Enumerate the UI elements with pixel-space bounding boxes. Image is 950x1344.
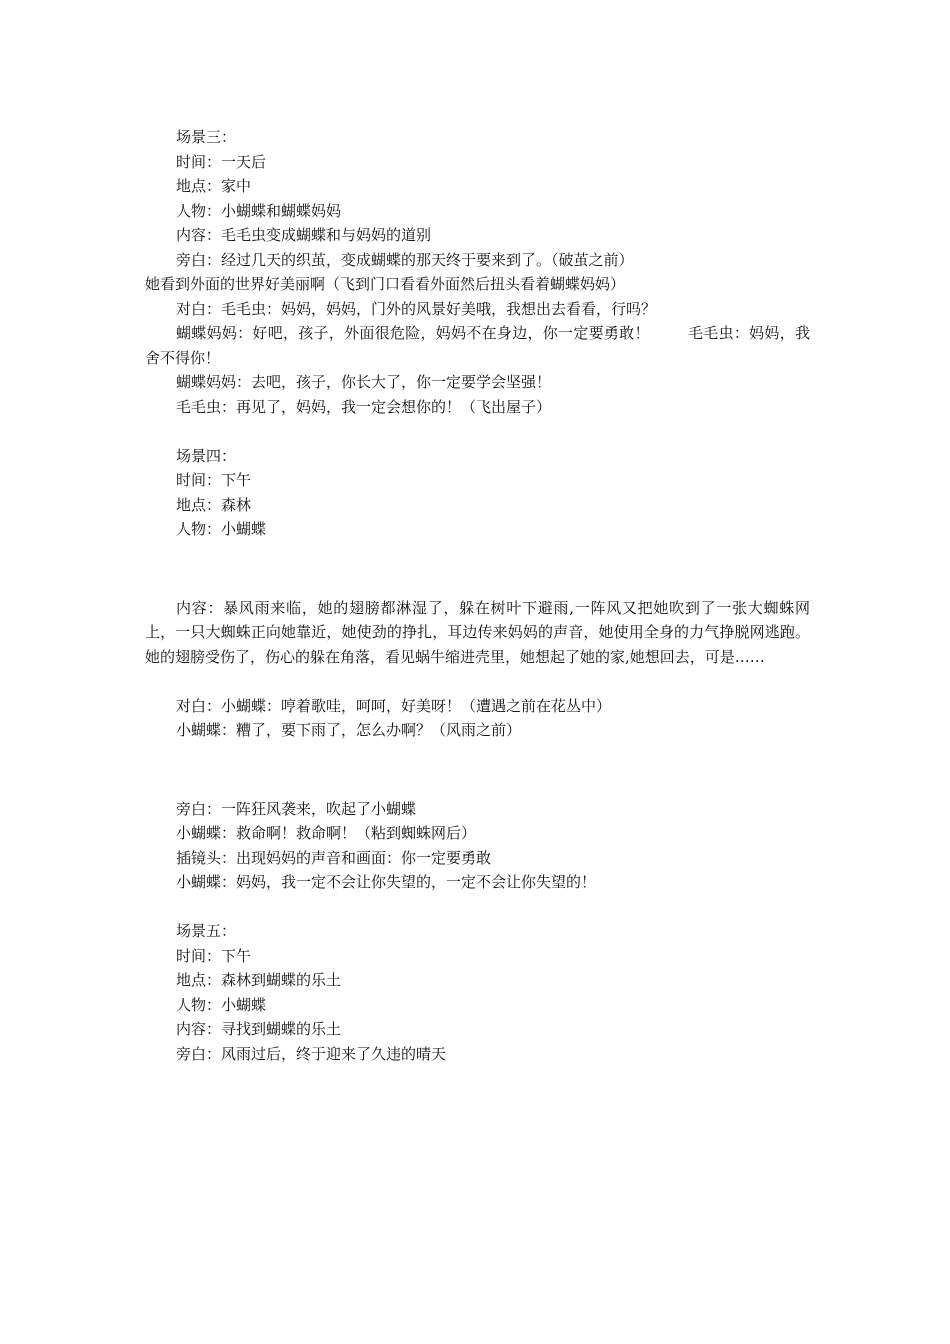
scene-four (145, 444, 810, 895)
scene-three-narration: 旁白：经过几天的织茧，变成蝴蝶的那天终于要来到了。（破茧之前） (176, 250, 634, 269)
caterpillar-line: 毛毛虫：妈妈，我舍不得你！ (145, 324, 810, 367)
scene-four-dialogue-1: 对白：小蝴蝶：哼着歌哇，呵呵，好美呀！（遭遇之前在花丛中） (176, 696, 612, 715)
section-gap (145, 669, 810, 694)
scene-five (145, 919, 810, 1066)
scene-four-dialogue-2: 小蝴蝶：糟了，要下雨了，怎么办啊？（风雨之前） (176, 721, 522, 739)
scene-four-content: 内容：暴风雨来临，她的翅膀都淋湿了，躲在树叶下避雨,一阵风又把她吹到了一张大蜘蛛网上，一只大蜘蛛正向她靠近，她使劲的挣扎，耳边传来妈妈的声音，她使用全身的力气挣脱网逃跑。她的翅膀受伤了，伤心的躲在角落，看见蜗牛缩进壳里，她想起了她的家,她想回去，可是…… (145, 598, 810, 666)
scene-four-dialogue-4: 小蝴蝶：妈妈，我一定不会让你失望的，一定不会让你失望的！ (176, 873, 597, 891)
scene-three-dialogue-4: 毛毛虫：再见了，妈妈，我一定会想你的！（飞出屋子） (176, 397, 552, 416)
document-page (145, 125, 810, 1066)
scene-four-place: 地点：森林 (176, 495, 252, 514)
scene-five-content: 内容：寻找到蝴蝶的乐土 (176, 1020, 342, 1038)
scene-four-people: 人物：小蝴蝶 (176, 520, 267, 538)
mother-line: 蝴蝶妈妈：好吧，孩子，外面很危险，妈妈不在身边，你一定要勇敢！ (176, 324, 650, 342)
scene-four-insert: 插镜头：出现妈妈的声音和画面：你一定要勇敢 (176, 848, 492, 867)
scene-three-title: 场景三： (176, 128, 237, 146)
section-gap (145, 419, 810, 444)
scene-four-time: 时间：下午 (176, 471, 252, 489)
scene-three-people: 人物：小蝴蝶和蝴蝶妈妈 (176, 201, 342, 220)
scene-four-dialogue-3: 小蝴蝶：救命啊！救命啊！（粘到蜘蛛网后） (176, 824, 477, 842)
scene-three-time: 时间：一天后 (176, 152, 267, 171)
scene-three-dialogue-1: 对白：毛毛虫：妈妈，妈妈，门外的风景好美哦，我想出去看看，行吗？ (176, 299, 657, 318)
scene-four-narration: 旁白：一阵狂风袭来，吹起了小蝴蝶 (176, 799, 417, 818)
scene-four-title: 场景四： (176, 446, 237, 465)
section-gap (145, 743, 810, 797)
scene-three-dialogue-2 (145, 321, 810, 370)
section-gap (145, 542, 810, 596)
section-gap (145, 895, 810, 920)
scene-five-narration: 旁白：风雨过后，终于迎来了久违的晴天 (176, 1044, 447, 1063)
scene-five-people: 人物：小蝴蝶 (176, 995, 267, 1014)
scene-three-place: 地点：家中 (176, 177, 252, 195)
scene-three-dialogue-3: 蝴蝶妈妈：去吧，孩子，你长大了，你一定要学会坚强！ (176, 373, 552, 391)
scene-three-content: 内容：毛毛虫变成蝴蝶和与妈妈的道别 (176, 226, 432, 244)
scene-five-title: 场景五： (176, 922, 237, 940)
scene-three-narration-continued: 她看到外面的世界好美丽啊（飞到门口看看外面然后扭头看着蝴蝶妈妈） (145, 275, 626, 293)
scene-five-place: 地点：森林到蝴蝶的乐土 (176, 971, 342, 989)
scene-five-time: 时间：下午 (176, 946, 252, 965)
scene-three (145, 125, 810, 419)
